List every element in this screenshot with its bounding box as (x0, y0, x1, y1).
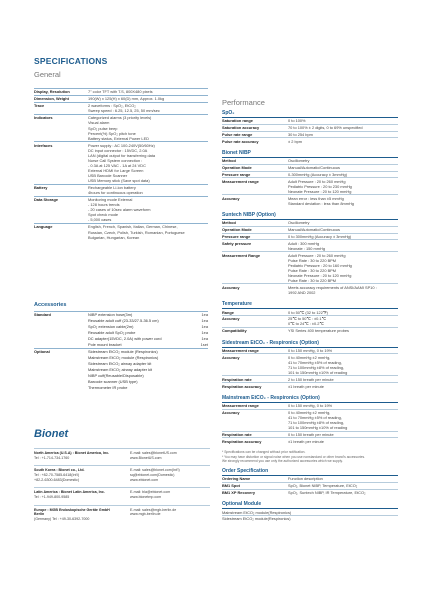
perf-row (222, 347, 398, 354)
perf-row (222, 327, 398, 333)
performance-specs (222, 110, 398, 528)
perf-value: Oscillometry (288, 220, 398, 227)
perf-label: Accuracy (222, 316, 288, 328)
spec-label: Indicators (34, 114, 88, 141)
perf-label: Operation Mode (222, 226, 288, 233)
spec-row (34, 95, 208, 102)
contact-line: North America (U.S.A) : Bionet America, Inc. (34, 451, 110, 455)
perf-label: Measurement range (222, 402, 288, 409)
perf-value: YSI Series 400 temperature probes (288, 327, 398, 333)
perf-value: Adult Pressure : 20 to 260 mmHg Pediatric Pressure : 20 to 230 mmHg Neonate Pressure : 20 to 120 mmHg (288, 178, 398, 195)
contact-line: E-mail: sales@bionet.com(Int'l) (130, 468, 180, 473)
spec-value: 190(W) x 125(H) x 60(D) mm, Approx. 1.0kg (88, 95, 208, 102)
perf-row (222, 124, 398, 131)
spec-value: Monitoring mode External - 128 hours trends - 20 cases of 10sec alarm waveform Spot check mode - 5,000 cases (88, 196, 208, 223)
perf-value: Adult : 300 mmHg Neonate : 150 mmHg (288, 240, 398, 252)
accessory-qty: 1ea (201, 336, 208, 342)
perf-value: 2 to 150 breath per minute (288, 376, 398, 383)
perf-row (222, 383, 398, 389)
contact-office (34, 508, 118, 522)
perf-label: Accuracy (222, 409, 288, 431)
contact-entry (34, 505, 210, 527)
contact-entry (34, 465, 210, 487)
perf-value: 0 to 40mmHg ±2 mmHg, 41 to 70mmHg ±5% of reading, 71 to 100mmHg ±8% of reading, 101 to 150mmHg ±10% of reading (288, 409, 398, 431)
accessory-name: DC adapter(15VDC, 2.0A) with power cord (88, 336, 162, 342)
perf-value: 0-300mmHg (Accuracy ± 3mmHg) (288, 171, 398, 178)
perf-section (222, 110, 398, 144)
perf-label: Saturation accuracy (222, 124, 288, 131)
spec-label: Language (34, 224, 88, 241)
optional-module (222, 501, 398, 522)
spec-label: Battery (34, 184, 88, 196)
perf-section-title: Bionet NIBP (222, 150, 251, 157)
perf-row (222, 409, 398, 431)
perf-label: Measurement range (222, 347, 288, 354)
perf-value: 0 to 150 breath per minute (288, 431, 398, 438)
perf-table (222, 402, 398, 444)
perf-label: Pressure range (222, 233, 288, 240)
perf-value: ±1 breath per minute (288, 383, 398, 389)
accessory-name: Thermometer IR probe (88, 384, 128, 390)
contact-line: Tel : +82-70-7585-6418(Int'l) (34, 473, 80, 478)
perf-label: Measurement range (222, 178, 288, 195)
optional-module-table (222, 508, 398, 522)
perf-label: Accuracy (222, 284, 288, 295)
accessory-name: Mainstream EtCO₂ module (Respironics) (88, 355, 159, 361)
perf-value: 0 to 150 mmHg, 0 to 19% (288, 347, 398, 354)
perf-row (222, 138, 398, 144)
perf-row (222, 171, 398, 178)
perf-table (222, 117, 398, 144)
general-heading: General (34, 70, 61, 79)
perf-table (222, 157, 398, 206)
contact-line: Latin America : Bionet Latin America, Inc. (34, 490, 105, 495)
contact-line: www.BionetUS.com (130, 455, 162, 460)
perf-row (222, 178, 398, 195)
order-row (222, 489, 398, 495)
notes: * Specifications can be changed without prior notification. * You may have distortion or signal noise when you use nonstandard or other brand's accessories. We strongly recommend you use only the authorized accessories which we supply. (222, 450, 366, 463)
page-title: SPECIFICATIONS (34, 56, 108, 66)
spec-label: Trace (34, 102, 88, 114)
perf-label: Measurement Range (222, 252, 288, 284)
perf-label: Compatibility (222, 327, 288, 333)
optional-module-name: Sidestream EtCO₂ module(Respironics) (222, 516, 398, 522)
spec-row (34, 184, 208, 196)
perf-section-title: Sidestream EtCO₂ - Respironics (Option) (222, 339, 319, 346)
spec-value: Rechargeable Li-ion battery 4hours for continuous operation (88, 184, 208, 196)
perf-row (222, 220, 398, 227)
perf-label: Operation Mode (222, 164, 288, 171)
accessories-heading: Accessories (34, 302, 67, 308)
perf-section (222, 301, 398, 333)
perf-value: Oscillometry (288, 158, 398, 165)
perf-row (222, 438, 398, 444)
accessory-name: SpO₂ extension cable(2m) (88, 324, 134, 330)
perf-value: Manual/Automatic/Continuous (288, 226, 398, 233)
spec-label: Display, Resolution (34, 89, 88, 96)
contacts-list (34, 448, 210, 527)
contact-entry (34, 487, 210, 504)
perf-section (222, 395, 398, 444)
perf-value: Meets accuracy requirements of ANSI/AAMI SP10 : 1992 AND 2002 (288, 284, 398, 295)
performance-heading: Performance (222, 98, 265, 107)
perf-row (222, 233, 398, 240)
accessory-name: NIBP extension hose(3m) (88, 312, 190, 318)
perf-label: Accuracy (222, 195, 288, 206)
spec-row (34, 102, 208, 114)
perf-row (222, 118, 398, 125)
perf-value: 0 to 40mmHg ±2 mmHg, 41 to 70mmHg ±5% of reading, 71 to 100mmHg ±8% of reading, 101 to 150mmHg ±10% of reading (288, 354, 398, 376)
contact-line: www.mgb-berlin.de (130, 512, 161, 517)
spec-label: Dimension, Weight (34, 95, 88, 102)
perf-label: Pulse rate accuracy (222, 138, 288, 144)
contact-line: South Korea : Bionet co., Ltd. (34, 468, 85, 473)
order-row (222, 482, 398, 489)
order-name: BM1 XP Recovery (222, 489, 288, 495)
optional-module-name: Mainstream EtCO₂ module(Respironics) (222, 509, 398, 516)
accessory-name: Reusable adult cuff (23-33/27.5-36.5 cm) (88, 318, 159, 324)
perf-value: 0 to 300mmHg (Accuracy ± 3mmHg) (288, 233, 398, 240)
spec-value: 2 waveforms : SpO₂, EtCO₂ Sweep speed : 6.25, 12.5, 25, 50 mm/sec (88, 102, 208, 114)
accessory-qty: 1ea (201, 330, 208, 336)
spec-value: 7" color TFT with T.S, 800X480 pixels (88, 89, 208, 96)
accessories-table (34, 311, 208, 390)
perf-table (222, 347, 398, 389)
accessory-group-label: Optional (34, 348, 88, 354)
order-name: BM1 Spot (222, 482, 288, 489)
perf-section-title: Mainstream EtCO₂ - Respironics (Option) (222, 394, 320, 401)
perf-label: Pressure range (222, 171, 288, 178)
accessory-name: Reusable adult SpO₂ probe (88, 330, 136, 336)
accessory-name: Barcode scanner (USB type) (88, 378, 138, 384)
perf-value: ±1 breath per minute (288, 438, 398, 444)
perf-row (222, 354, 398, 376)
contact-links (130, 490, 210, 499)
perf-value: 0 to 50℃ (32 to 122℉) (288, 309, 398, 316)
contact-links (130, 508, 210, 522)
optional-module-title: Optional Module (222, 501, 262, 508)
perf-label: Accuracy (222, 354, 288, 376)
accessory-row (34, 384, 208, 390)
order-header-row (222, 476, 398, 483)
accessory-name: Mainstream EtCO₂ airway adapter kit (88, 367, 152, 373)
perf-value: 70 to 100% ± 2 digits, 0 to 69% unspecified (288, 124, 398, 131)
perf-label: Respiration rate (222, 376, 288, 383)
spec-label: Data Storage (34, 196, 88, 223)
perf-table (222, 219, 398, 295)
spec-row (34, 196, 208, 223)
accessory-name: NIBP cuff(Reusable/Disposable) (88, 372, 144, 378)
perf-row (222, 164, 398, 171)
contact-entry (34, 448, 210, 465)
accessory-qty: 1set (200, 342, 208, 348)
perf-row (222, 402, 398, 409)
spec-row (34, 142, 208, 185)
order-desc: SpO₂, Bionet NIBP, Temperature, EtCO₂ (288, 482, 398, 489)
spec-label: Interfaces (34, 142, 88, 185)
perf-value: Adult Pressure : 20 to 260 mmHg Pulse Rate : 30 to 220 BPM Pediatric Pressure : 20 to 160 mmHg Pulse Rate : 30 to 220 BPM Neonate Pressure : 20 to 120 mmHg Pulse Rate : 30 to 220 BPM (288, 252, 398, 284)
perf-label: Method (222, 158, 288, 165)
contact-line: E-mail: sales@bionetUS.com (130, 451, 177, 455)
perf-label: Safety pressure (222, 240, 288, 252)
perf-label: Method (222, 220, 288, 227)
perf-value: 0 to 100% (288, 118, 398, 125)
perf-row (222, 240, 398, 252)
spec-row (34, 114, 208, 141)
perf-table (222, 308, 398, 333)
contact-office (34, 451, 118, 460)
perf-label: Pulse rate range (222, 131, 288, 138)
perf-row (222, 252, 398, 284)
perf-row (222, 226, 398, 233)
accessory-name: Pole mount bracket (88, 342, 122, 348)
accessory-qty: 1ea (201, 318, 208, 324)
perf-label: Respiration rate (222, 431, 288, 438)
perf-value: 30 to 254 bpm (288, 131, 398, 138)
perf-value: 25℃ to 50℃ : ±0.1℃ 0℃ to 24℃ : ±0.2℃ (288, 316, 398, 328)
contact-links (130, 451, 210, 460)
contact-line: sq@ebionet.com(Domestic) (130, 473, 175, 478)
order-spec (222, 468, 398, 495)
perf-row (222, 131, 398, 138)
order-header-name: Ordering Name (222, 476, 288, 483)
accessory-name: Sidestream EtCO₂ module (Respironics) (88, 348, 208, 354)
contact-line: Tel : +1-949-800-9585 (34, 495, 70, 500)
accessory-group-label (34, 384, 88, 390)
perf-value: 0 to 150 mmHg, 0 to 19% (288, 402, 398, 409)
order-header-desc: Function description (288, 476, 398, 483)
perf-section (222, 340, 398, 389)
order-table (222, 475, 398, 495)
perf-row (222, 376, 398, 383)
contact-line: Tel : +1-714-734-1760 (34, 455, 70, 460)
spec-value: Power supply : AC 100-240V(50/60Hz) DC input connector : 15VDC, 2.0A LAN (digital output for transferring data Nurse Call System connection : - 0.3A at 125 VAC - 1A at 24 VDC External HDMI for Large Screen USB Barcode Scanner USB Memory stick (Save spot data) (88, 142, 208, 185)
contact-line: E-mail: bla@ebionet.com (130, 490, 171, 495)
perf-value: Mean error : less than ±5 mmHg Standard deviation : less than 8mmHg (288, 195, 398, 206)
perf-section-title: Temperature (222, 301, 252, 308)
contact-line: +82-2-6300-6483(Domestic) (34, 477, 80, 482)
perf-value: ± 2 bpm (288, 138, 398, 144)
accessory-qty: 1ea (190, 312, 208, 318)
perf-row (222, 431, 398, 438)
perf-row (222, 158, 398, 165)
accessory-group-label: Standard (34, 312, 88, 318)
contact-office (34, 468, 118, 482)
perf-section-title: SpO₂ (222, 110, 235, 116)
spec-row (34, 224, 208, 241)
order-spec-title: Order Specification (222, 468, 269, 475)
perf-section (222, 212, 398, 295)
perf-value: Manual/Automatic/Continuous (288, 164, 398, 171)
contact-office (34, 490, 118, 499)
perf-row (222, 284, 398, 295)
optional-module-row (222, 509, 398, 516)
contact-links (130, 468, 210, 482)
contact-line: E-mail: sales@mgb-berlin.de (130, 507, 177, 512)
perf-label: Respiration accuracy (222, 383, 288, 389)
optional-module-row (222, 516, 398, 522)
spec-value: English, French, Spanish, Italian, German, Chinese, Russian, Czech, Polish, Turkish, Romanian, Portuguese Bulgarian, Hungarian, Korean (88, 224, 208, 241)
order-desc: SpO₂, Suntech NIBP, IR Temperature, EtCO₂ (288, 489, 398, 495)
bionet-logo: Bionet (34, 428, 69, 440)
accessory-name: Sidestream EtCO₂ airway adapter kit (88, 361, 152, 367)
spec-row (34, 89, 208, 96)
accessory-qty: 1ea (201, 324, 208, 330)
perf-label: Range (222, 309, 288, 316)
perf-row (222, 309, 398, 316)
contact-line: Europe : MGB Endoskopische Geräte GmbH Berlin (34, 507, 110, 517)
perf-label: Saturation range (222, 118, 288, 125)
contact-line: www.ebionet.com (130, 477, 159, 482)
general-spec-table (34, 88, 208, 240)
perf-section (222, 150, 398, 206)
perf-label: Respiration accuracy (222, 438, 288, 444)
spec-value: Categorized alarms (3 priority levels) Visual alarm SpO₂ pulse beep Percent(%) SpO₂ pitch tone Battery status, External Power LED (88, 114, 208, 141)
perf-section-title: Suntech NIBP (Option) (222, 212, 276, 219)
perf-row (222, 195, 398, 206)
perf-row (222, 316, 398, 328)
contact-line: (Germany) Tel : +49-30-6392-7000 (34, 517, 90, 522)
contact-line: www.bionetmp.com (130, 495, 162, 500)
